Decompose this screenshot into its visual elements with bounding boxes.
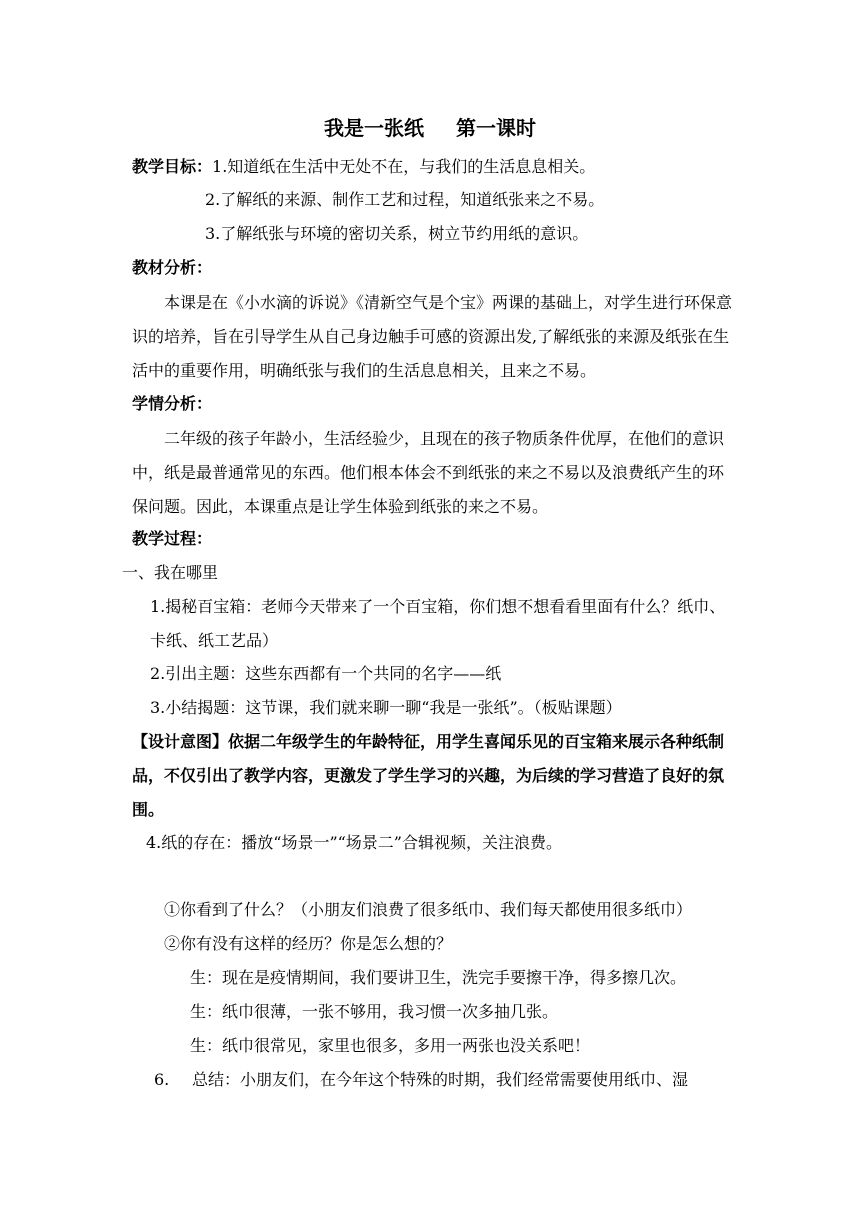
section-heading: 一、我在哪里 xyxy=(122,563,219,582)
step-6-text: 总结：小朋友们，在今年这个特殊的时期，我们经常需要使用纸巾、湿 xyxy=(192,1070,689,1089)
question-2: ②你有没有这样的经历？你是怎么想的？ xyxy=(164,934,453,953)
title-main: 我是一张纸 xyxy=(324,116,424,140)
step-2: 2.引出主题：这些东西都有一个共同的名字——纸 xyxy=(150,664,502,683)
design-label: 【设计意图】 xyxy=(132,732,229,751)
design-text: 依据二年级学生的年龄特征，用学生喜闻乐见的百宝箱来展示各种纸制品，不仅引出了教学内容，更激发了学生学习的兴趣，为后续的学习营造了良好的氛围。 xyxy=(132,732,725,819)
step-4: 4.纸的存在：播放“场景一”“场景二”合辑视频，关注浪费。 xyxy=(146,833,562,852)
page-title xyxy=(0,114,860,142)
goals-line-1 xyxy=(132,156,595,178)
goal-item-2: 2.了解纸的来源、制作工艺和过程，知道纸张来之不易。 xyxy=(205,190,605,209)
title-sub: 第一课时 xyxy=(456,116,536,140)
material-heading: 教材分析： xyxy=(132,258,213,277)
step-6 xyxy=(154,1069,688,1091)
student-answer-2: 生：纸巾很薄，一张不够用，我习惯一次多抽几张。 xyxy=(190,1002,559,1021)
step-3: 3.小结揭题：这节课，我们就来聊一聊“我是一张纸”。（板贴课题） xyxy=(150,698,622,717)
student-answer-3: 生：纸巾很常见，家里也很多，多用一两张也没关系吧！ xyxy=(190,1036,591,1055)
step-1: 1.揭秘百宝箱：老师今天带来了一个百宝箱，你们想不想看看里面有什么？纸巾、卡纸、纸工艺品） xyxy=(150,597,726,650)
design-intent xyxy=(132,725,736,827)
question-1: ①你看到了什么？（小朋友们浪费了很多纸巾、我们每天都使用很多纸巾） xyxy=(164,900,693,919)
goal-item-1: 1.知道纸在生活中无处不在，与我们的生活息息相关。 xyxy=(212,157,596,176)
material-paragraph: 本课是在《小水滴的诉说》《清新空气是个宝》两课的基础上，对学生进行环保意识的培养，旨在引导学生从自己身边触手可感的资源出发,了解纸张的来源及纸张在生活中的重要作用，明确纸张与我们的生活息息相关，且来之不易。 xyxy=(132,293,733,380)
goal-item-3: 3.了解纸张与环境的密切关系，树立节约用纸的意识。 xyxy=(205,224,589,243)
goals-heading: 教学目标： xyxy=(132,157,213,176)
students-paragraph: 二年级的孩子年龄小，生活经验少，且现在的孩子物质条件优厚，在他们的意识中，纸是最普通常见的东西。他们根本体会不到纸张的来之不易以及浪费纸产生的环保问题。因此，本课重点是让学生体验到纸张的来之不易。 xyxy=(132,429,725,516)
step-6-number: 6. xyxy=(154,1070,170,1089)
students-heading: 学情分析： xyxy=(132,394,213,413)
process-heading: 教学过程： xyxy=(132,529,213,548)
student-answer-1: 生：现在是疫情期间，我们要讲卫生，洗完手要擦干净，得多擦几次。 xyxy=(190,968,687,987)
